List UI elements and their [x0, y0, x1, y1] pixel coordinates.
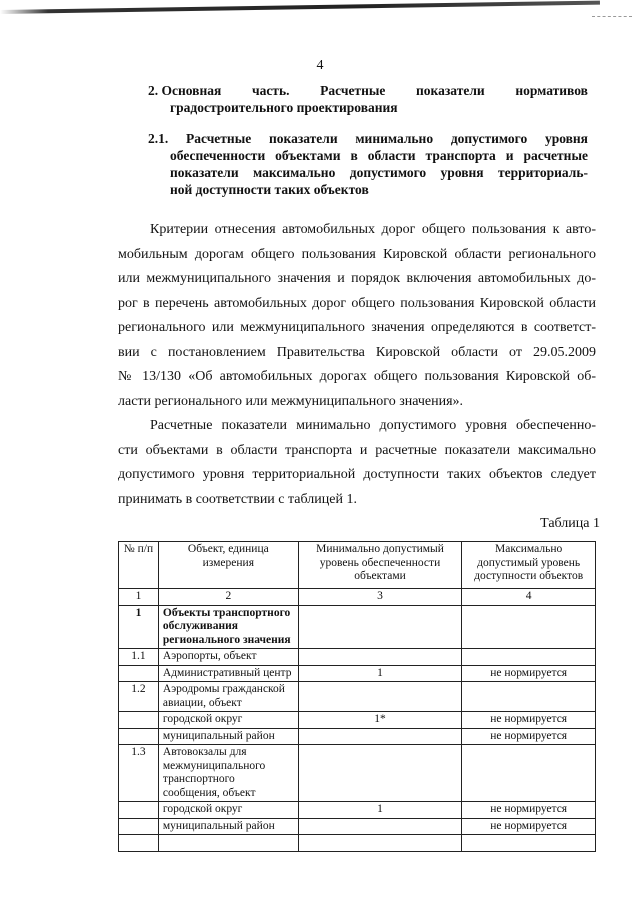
col-number: 4 [462, 589, 596, 606]
cell-object: городской округ [158, 712, 298, 729]
cell-object: муниципальный район [158, 818, 298, 835]
section-2-heading-word: 2. Основная [148, 83, 222, 98]
cell-object: городской округ [158, 802, 298, 819]
cell-object: Автовокзалы для межмуниципального транспортного сообщения, объект [158, 745, 298, 802]
table-row [119, 712, 596, 729]
cell-object: Административный центр [158, 665, 298, 682]
cell-empty [462, 835, 596, 852]
section-2-heading [148, 82, 588, 116]
col-number: 3 [298, 589, 462, 606]
text-line: Критерии отнесения автомобильных дорог общего пользования к авто- [150, 222, 596, 237]
cell-max: не нормируется [462, 802, 596, 819]
cell-num: 1.1 [119, 649, 159, 666]
section-2-heading-word: Расчетные [320, 83, 386, 98]
text-line: мобильным дорогам общего пользования Кировской области регионального [118, 246, 596, 262]
col-number: 2 [158, 589, 298, 606]
cell-num [119, 712, 159, 729]
cell-max: не нормируется [462, 818, 596, 835]
scan-edge-mark [592, 16, 632, 17]
cell-num: 1.2 [119, 682, 159, 712]
cell-empty [119, 835, 159, 852]
header-num: № п/п [119, 542, 159, 589]
cell-num [119, 728, 159, 745]
cell-min: 1 [298, 665, 462, 682]
cell-max: не нормируется [462, 665, 596, 682]
text-line: № 13/130 «Об автомобильных дорогах общего пользования Кировской об- [118, 369, 596, 384]
cell-object: Аэродромы гражданской авиации, объект [158, 682, 298, 712]
cell-empty [158, 835, 298, 852]
section-2-heading-word: нормативов [515, 83, 588, 98]
cell-max [462, 649, 596, 666]
header-max-level: Максимально допустимый уровень доступности объектов [462, 542, 596, 589]
cell-min [298, 818, 462, 835]
col-number: 1 [119, 589, 159, 606]
header-object: Объект, единица измерения [158, 542, 298, 589]
paragraph-indicators [118, 414, 596, 512]
table-row [119, 649, 596, 666]
text-line: вии с постановлением Правительства Кировской области от 29.05.2009 [118, 344, 596, 360]
cell-min [298, 649, 462, 666]
section-2-1-heading [148, 130, 588, 198]
table-header-row [119, 542, 596, 589]
table-row [119, 818, 596, 835]
cell-max: не нормируется [462, 728, 596, 745]
cell-num [119, 818, 159, 835]
section-2-heading-word: часть. [251, 83, 290, 98]
cell-min [298, 728, 462, 745]
heading-line: показатели максимально допустимого уровня территориаль- [170, 165, 588, 180]
cell-object: Аэропорты, объект [158, 649, 298, 666]
cell-max [462, 605, 596, 649]
indicators-table [118, 541, 596, 852]
text-line: или межмуниципального значения и порядок включения автомобильных до- [118, 271, 596, 286]
cell-max [462, 745, 596, 802]
table-row [119, 728, 596, 745]
cell-min [298, 682, 462, 712]
table-column-numbers [119, 589, 596, 606]
table-row [119, 605, 596, 649]
cell-num: 1.3 [119, 745, 159, 802]
header-min-level: Минимально допустимый уровень обеспеченности объектами [298, 542, 462, 589]
scan-edge-line [0, 1, 600, 14]
text-line: регионального или межмуниципального значения определяются в соответст- [118, 320, 596, 335]
cell-max [462, 682, 596, 712]
cell-object: муниципальный район [158, 728, 298, 745]
table-caption: Таблица 1 [540, 516, 600, 531]
heading-line: ной доступности таких объектов [170, 182, 369, 197]
heading-line: 2.1. Расчетные показатели минимально допустимого уровня [148, 131, 588, 146]
section-2-heading-line2: градостроительного проектирования [170, 100, 398, 115]
text-line: ласти регионального или межмуниципального значения». [118, 393, 464, 409]
cell-min: 1* [298, 712, 462, 729]
section-2-heading-word: показатели [416, 83, 485, 98]
cell-num: 1 [119, 605, 159, 649]
cell-empty [298, 835, 462, 852]
page-number: 4 [316, 58, 324, 73]
cell-min [298, 605, 462, 649]
text-line: допустимого уровня территориальной доступности таких объектов следует [118, 467, 596, 482]
text-line: сти объектами в области транспорта и расчетные показатели максимально [118, 442, 596, 458]
cell-num [119, 665, 159, 682]
text-line: принимать в соответствии с таблицей 1. [118, 491, 357, 507]
table-empty-row [119, 835, 596, 852]
table-row [119, 682, 596, 712]
table-row [119, 745, 596, 802]
cell-object: Объекты транспортного обслуживания регионального значения [158, 605, 298, 649]
table-row [119, 802, 596, 819]
heading-line: обеспеченности объектами в области транспорта и расчетные [170, 148, 588, 163]
cell-min [298, 745, 462, 802]
paragraph-criteria [118, 218, 596, 414]
cell-max: не нормируется [462, 712, 596, 729]
text-line: Расчетные показатели минимально допустимого уровня обеспеченно- [150, 418, 596, 433]
cell-num [119, 802, 159, 819]
table-row [119, 665, 596, 682]
text-line: рог в перечень автомобильных дорог общего пользования Кировской области [118, 295, 596, 311]
cell-min: 1 [298, 802, 462, 819]
